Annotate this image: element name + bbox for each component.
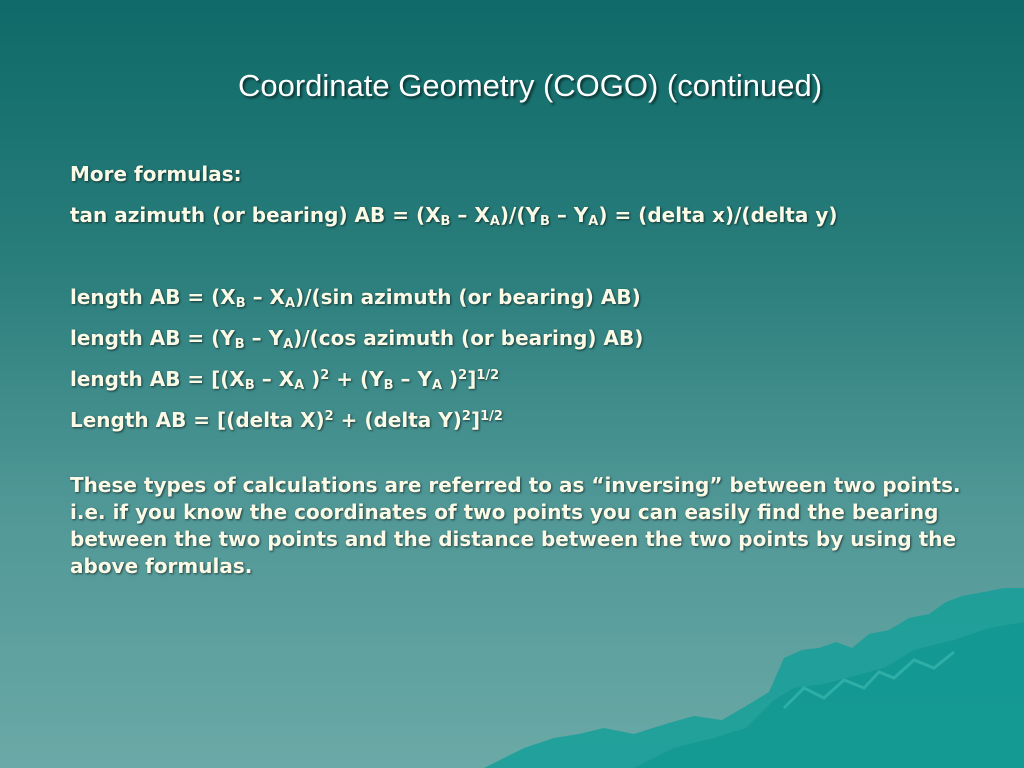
formula-length-cos: length AB = $(Y_B - Y_A)/(\cos$ azimuth (or bearing) AB) (70, 326, 644, 352)
formula-length-sqrt: length AB = [($X_B - X_A$ )$^2 + (Y_B - Y_A$ )$^2$]$^{1/2}$ (70, 367, 500, 393)
mountain-decoration-icon (484, 588, 1024, 768)
formula-length-sin: length AB = $(X_B - X_A)/(\sin$ azimuth (or bearing) AB) (70, 285, 641, 311)
heading-more-formulas: More formulas: (70, 162, 242, 186)
inversing-paragraph: These types of calculations are referred to as “inversing” between two points. i.e. if you know the coordinates of two points you can easily find the bearing between the two points and the distance between the two points by using the above formulas. (70, 473, 961, 578)
slide-content (70, 160, 990, 580)
formula-length-delta: Length AB = [(delta X)$^2$ + (delta Y)$^2$]$^{1/2}$ (70, 408, 503, 432)
formula-tan-azimuth: tan azimuth (or bearing) AB = $(X_B - X_A)/(Y_B - Y_A)$ = (delta x)/(delta y) (70, 203, 838, 229)
page-title: Coordinate Geometry (COGO) (continued) (237, 68, 823, 103)
